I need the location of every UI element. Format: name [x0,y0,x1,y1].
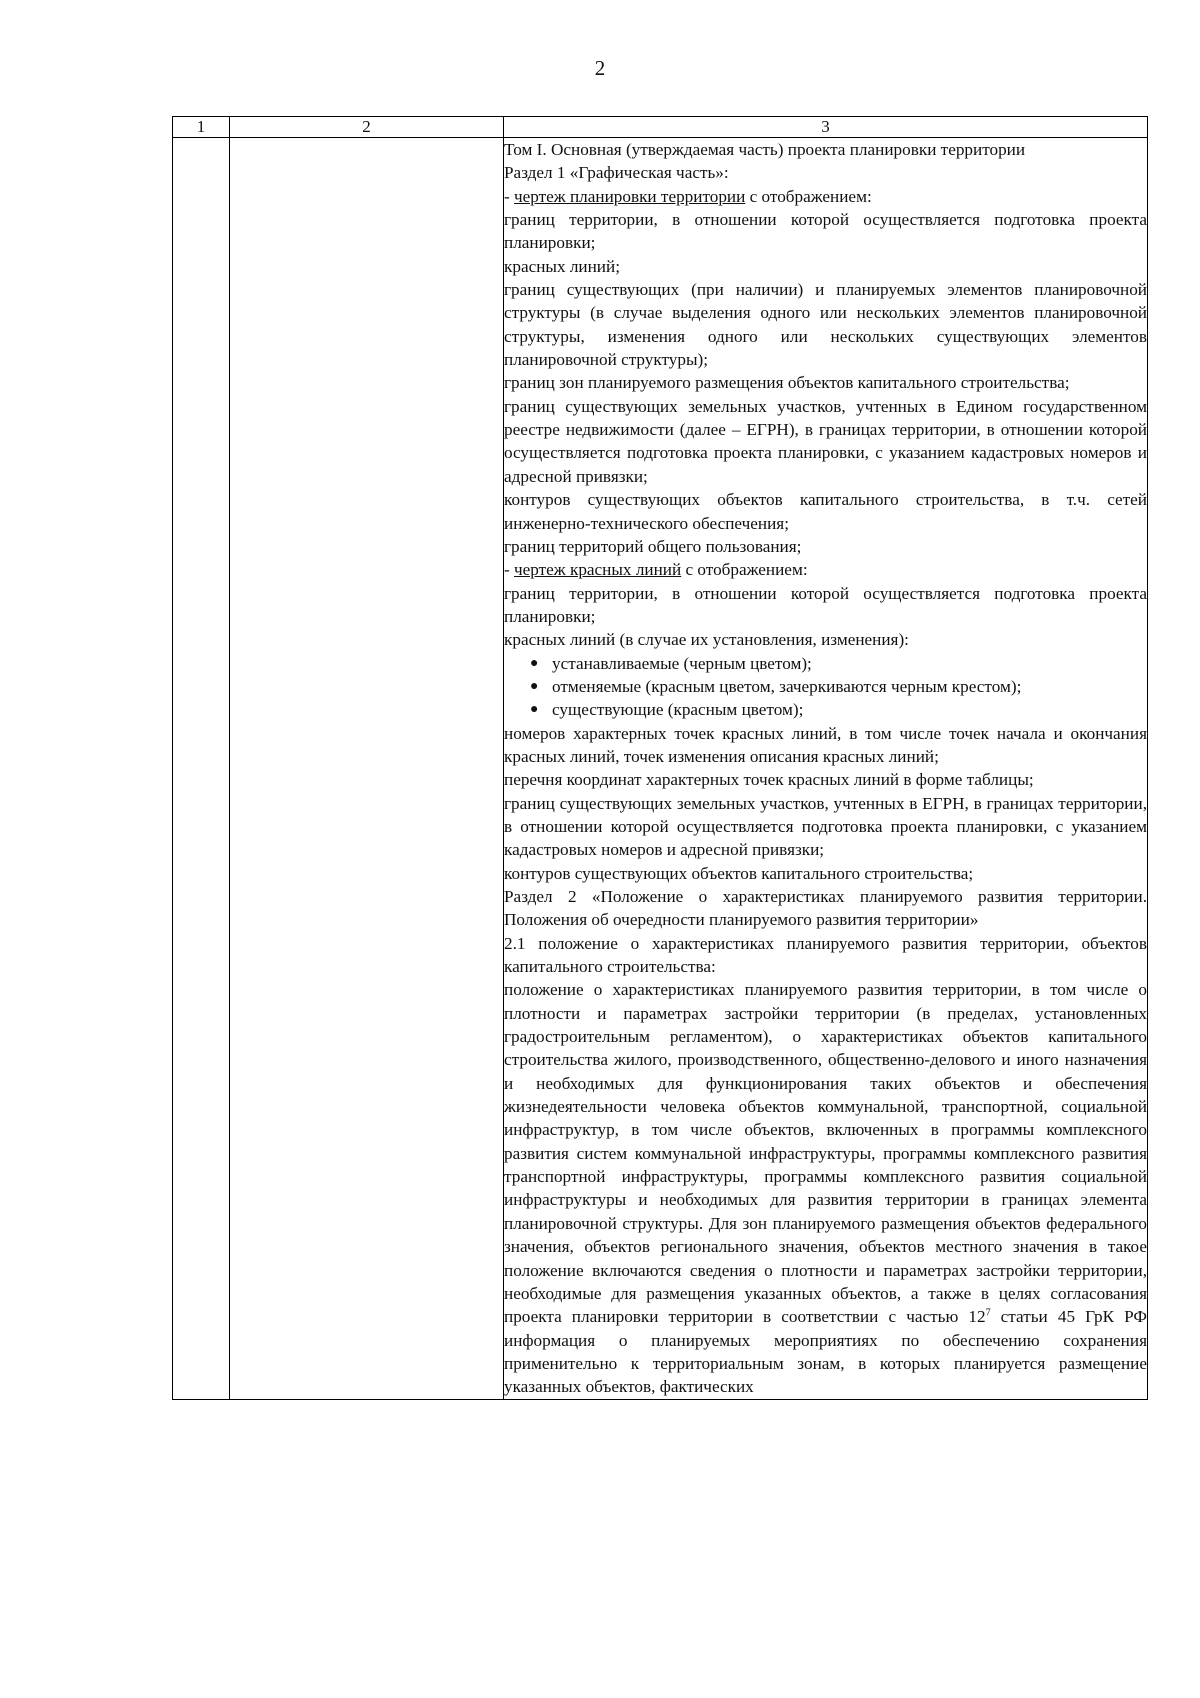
red-lines-drawing-label: чертеж красных линий [514,560,682,580]
paragraph: 2.1 положение о характеристиках планируемого развития территории, объектов капитального строительства: [504,933,1147,977]
section-1-title: Раздел 1 «Графическая часть»: [504,163,729,183]
list-item-text: существующие (красным цветом); [552,700,804,720]
paragraph-text: положение о характеристиках планируемого развития территории, в том числе о плотности и параметрах застройки территории (в пределах, установленных градостроительным регламентом), о характеристиках объектов капитального строительства жилого, производственного, общественно-делового и иного назначения и необходимых для функционирования таких объектов и обеспечения жизнедеятельности человека объектов коммунальной, транспортной, социальной инфраструктур, в том числе объектов, включенных в программы комплексного развития систем коммунальной инфраструктуры, программы комплексного развития транспортной инфраструктуры, программы комплексного развития социальной инфраструктуры и необходимых для развития территории в границах элемента планировочной структуры. Для зон планируемого размещения объектов федерального значения, объектов регионального значения, объектов местного значения в такое положение включаются сведения о плотности и параметрах застройки территории, необходимые для размещения указанных объектов, а также в целях согласования проекта планировки территории в соответствии с частью 12 [504,980,1147,1327]
paragraph-text: статьи 45 ГрК РФ информация о планируемых мероприятиях по обеспечению сохранения применительно к территориальным зонам, в которых планируется размещение указанных объектов, фактических [504,1307,1147,1397]
table-row [173,138,1148,1400]
column-header-1: 1 [173,117,230,138]
paragraph: перечня координат характерных точек красных линий в форме таблицы; [504,770,1034,790]
paragraph: красных линий; [504,256,620,276]
paragraph: номеров характерных точек красных линий, в том числе точек начала и окончания красных линий, точек изменения описания красных линий; [504,723,1147,766]
page-number: 2 [594,56,606,80]
column-header-3: 3 [504,117,1148,138]
planning-drawing-heading [504,185,1147,208]
bullet-icon: ● [530,655,539,671]
superscript: 7 [985,1307,991,1319]
paragraph: границ существующих земельных участков, учтенных в ЕГРН, в границах территории, в отношении которой осуществляется подготовка проекта планировки, с указанием кадастровых номеров и адресной привязки; [504,793,1147,860]
list-item [530,652,1147,675]
planning-drawing-suffix: с отображением: [745,186,872,206]
paragraph: границ территории, в отношении которой осуществляется подготовка проекта планировки; [504,210,1147,253]
cell-column-3-content [504,138,1148,1400]
planning-drawing-label: чертеж планировки территории [514,186,746,206]
list-item-text: устанавливаемые (черным цветом); [552,653,812,673]
red-lines-drawing-suffix: с отображением: [681,560,808,580]
paragraph: контуров существующих объектов капитального строительства, в т.ч. сетей инженерно-технического обеспечения; [504,490,1147,533]
paragraph: границ существующих земельных участков, учтенных в Едином государственном реестре недвижимости (далее – ЕГРН), в границах территории, в отношении которой осуществляется подготовка проекта планировки, с указанием кадастровых номеров и адресной привязки; [504,396,1147,486]
paragraph: границ территории, в отношении которой осуществляется подготовка проекта планировки; [504,583,1147,626]
list-item [530,698,1147,721]
paragraph [504,978,1147,1398]
table-header-row [173,117,1148,138]
cell-column-1 [173,138,230,1400]
bullet-icon: ● [530,678,539,694]
red-lines-drawing-heading [504,558,1147,581]
paragraph: границ территорий общего пользования; [504,536,802,556]
volume-title: Том I. Основная (утверждаемая часть) проекта планировки территории [504,140,1026,159]
list-item [530,675,1147,698]
bullet-list [504,652,1147,722]
dash: - [504,186,515,206]
column-header-2: 2 [230,117,504,138]
section-2-title: Раздел 2 «Положение о характеристиках планируемого развития территории. Положения об очередности планируемого развития территории» [504,887,1147,930]
paragraph: границ зон планируемого размещения объектов капитального строительства; [504,373,1070,393]
paragraph: границ существующих (при наличии) и планируемых элементов планировочной структуры (в случае выделения одного или нескольких элементов планировочной структуры, изменения одного или нескольких существующих элементов планировочной структуры); [504,280,1147,370]
list-item-text: отменяемые (красным цветом, зачеркиваются черным крестом); [552,676,1022,696]
paragraph: контуров существующих объектов капитального строительства; [504,863,974,883]
paragraph: красных линий (в случае их установления, изменения): [504,630,909,650]
cell-column-2 [230,138,504,1400]
dash: - [504,560,515,580]
document-table [172,116,1148,1400]
bullet-icon: ● [530,702,539,718]
